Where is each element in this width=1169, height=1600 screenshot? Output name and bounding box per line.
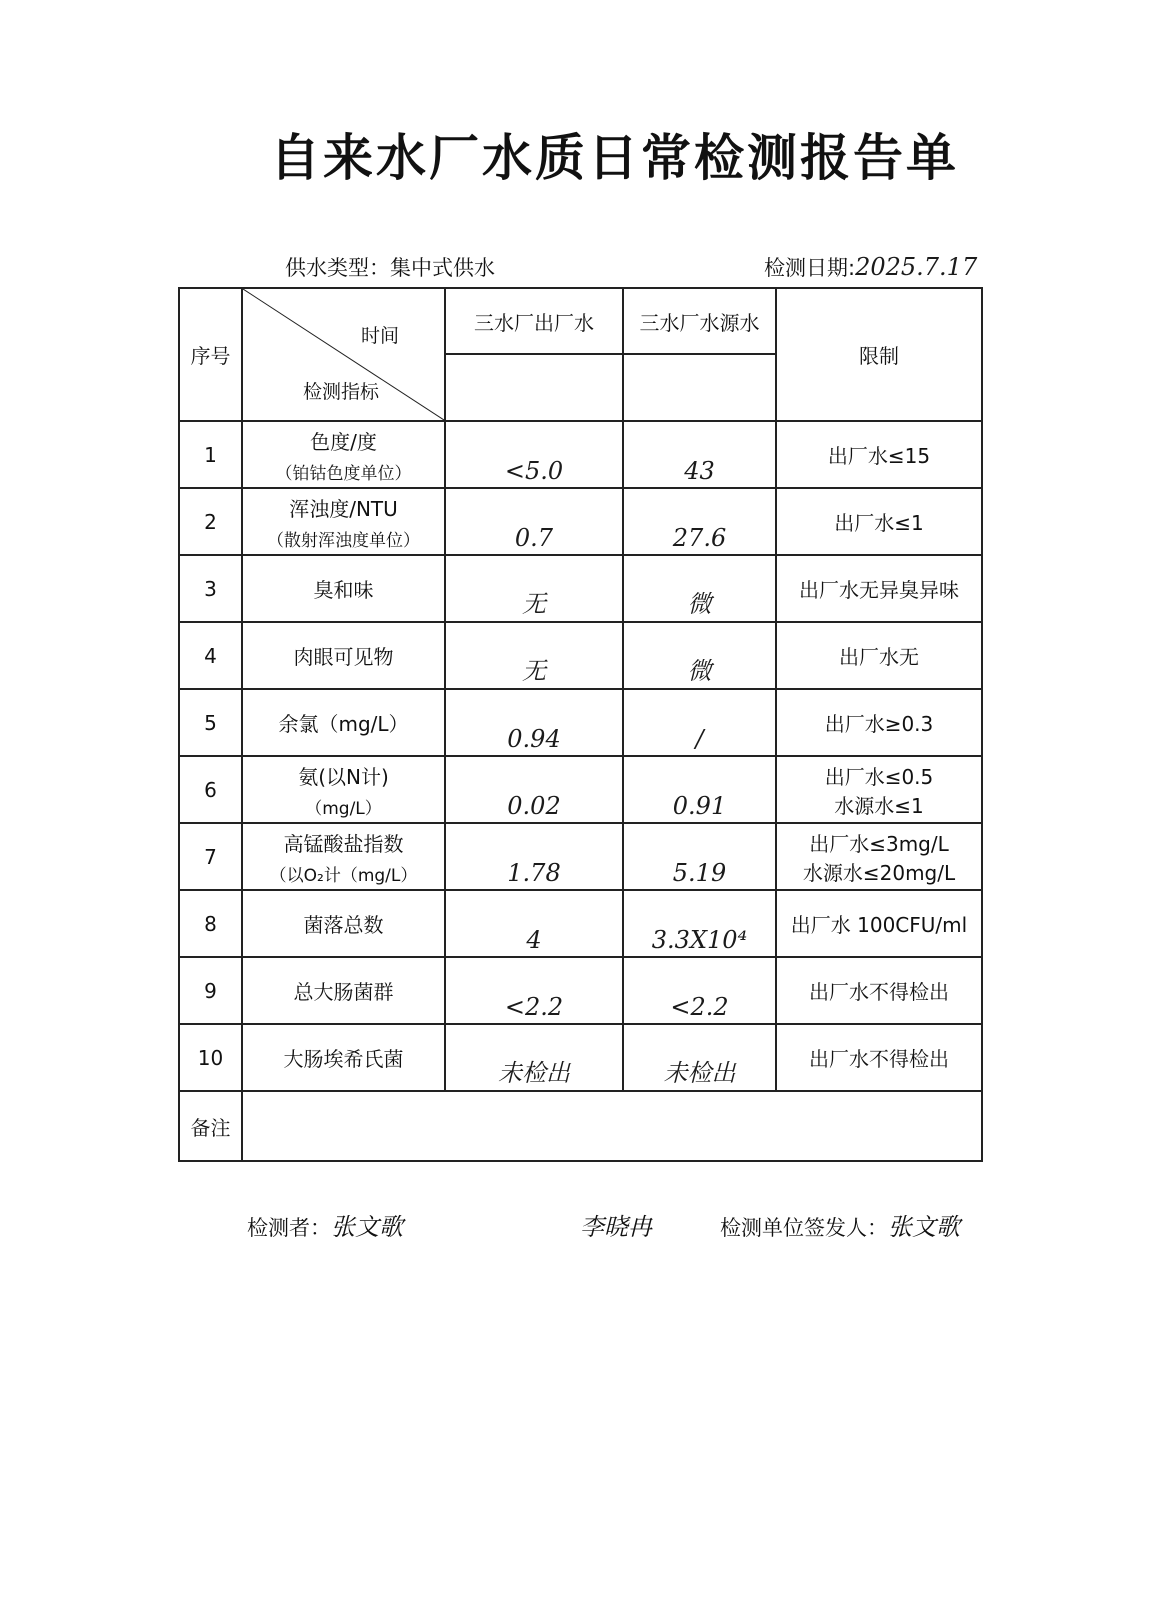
limit-cell	[776, 555, 982, 622]
value-cell-b	[623, 756, 776, 823]
value-cell-b	[623, 421, 776, 488]
value-b: 微	[687, 657, 712, 685]
value-b: 5.19	[672, 859, 727, 887]
indicator-name: 氨(以N计)	[298, 764, 389, 789]
indicator-name: 余氯（mg/L）	[278, 712, 409, 736]
report-table	[178, 287, 983, 1162]
row-number: 7	[179, 823, 242, 890]
indicator-name: 臭和味	[313, 578, 374, 602]
indicator-name: 高锰酸盐指数	[283, 831, 404, 856]
indicator-cell	[242, 1024, 445, 1091]
limit-line1: 出厂水≥0.3	[824, 712, 934, 736]
reviewer	[580, 1207, 652, 1242]
limit-line2: 水源水≤20mg/L	[802, 860, 956, 885]
limit-cell	[776, 823, 982, 890]
limit-cell	[776, 622, 982, 689]
reviewer-signature: 李晓冉	[580, 1213, 652, 1241]
test-date	[764, 252, 977, 282]
value-a: 未检出	[498, 1059, 570, 1087]
value-a: 4	[526, 926, 542, 954]
tester-signature: 张文歌	[331, 1213, 403, 1241]
indicator-cell	[242, 488, 445, 555]
tester	[247, 1207, 403, 1242]
value-cell-b	[623, 622, 776, 689]
supply-type	[285, 252, 495, 282]
indicator-cell	[242, 555, 445, 622]
limit-cell	[776, 756, 982, 823]
value-cell-b	[623, 957, 776, 1024]
value-b: 未检出	[663, 1059, 736, 1087]
table-row	[179, 957, 982, 1024]
indicator-name: 总大肠菌群	[293, 980, 394, 1004]
limit-line1: 出厂水无	[839, 645, 919, 669]
value-cell-a	[445, 1024, 623, 1091]
limit-cell	[776, 488, 982, 555]
value-cell-a	[445, 622, 623, 689]
value-cell-a	[445, 957, 623, 1024]
table-row	[179, 488, 982, 555]
indicator-unit: （以O₂计（mg/L）	[269, 865, 418, 886]
row-number: 8	[179, 890, 242, 957]
value-a: <5.0	[504, 457, 564, 485]
header-seq: 序号	[179, 288, 242, 421]
issuer	[720, 1207, 960, 1242]
limit-cell	[776, 421, 982, 488]
supply-type-label: 供水类型：	[285, 256, 390, 280]
value-cell-a	[445, 421, 623, 488]
issuer-label: 检测单位签发人：	[720, 1216, 888, 1240]
row-number: 1	[179, 421, 242, 488]
value-cell-b	[623, 1024, 776, 1091]
value-cell-a	[445, 890, 623, 957]
table-row	[179, 823, 982, 890]
row-number: 9	[179, 957, 242, 1024]
value-b: 微	[687, 590, 712, 618]
header-col-b: 三水厂水源水	[623, 288, 776, 354]
header-diagonal-cell	[242, 288, 445, 421]
value-cell-b	[623, 555, 776, 622]
value-cell-b	[623, 488, 776, 555]
indicator-unit: （mg/L）	[305, 798, 382, 819]
value-a: 0.94	[507, 725, 561, 753]
table-row	[179, 622, 982, 689]
value-cell-b	[623, 890, 776, 957]
indicator-name: 菌落总数	[303, 913, 384, 937]
limit-line1: 出厂水≤15	[827, 444, 931, 468]
table-row	[179, 421, 982, 488]
value-a: 无	[522, 657, 546, 685]
row-number: 2	[179, 488, 242, 555]
indicator-cell	[242, 823, 445, 890]
limit-cell	[776, 1024, 982, 1091]
limit-line1: 出厂水不得检出	[809, 1047, 949, 1071]
limit-line2: 水源水≤1	[834, 793, 924, 818]
header-limit: 限制	[776, 288, 982, 421]
row-number: 3	[179, 555, 242, 622]
limit-line1: 出厂水≤0.5	[824, 764, 934, 789]
header-col-a: 三水厂出厂水	[445, 288, 623, 354]
indicator-cell	[242, 890, 445, 957]
value-cell-a	[445, 756, 623, 823]
issuer-signature: 张文歌	[888, 1213, 960, 1241]
data-rows	[179, 421, 982, 1091]
value-cell-a	[445, 555, 623, 622]
indicator-cell	[242, 756, 445, 823]
limit-line1: 出厂水无异臭异味	[799, 578, 959, 602]
indicator-name: 色度/度	[310, 429, 377, 454]
limit-line1: 出厂水不得检出	[809, 980, 949, 1004]
value-cell-b	[623, 823, 776, 890]
limit-line1: 出厂水≤1	[834, 511, 924, 535]
tester-label: 检测者：	[247, 1216, 331, 1240]
test-date-value: 2025.7.17	[855, 253, 978, 281]
indicator-unit: （铂钴色度单位）	[275, 463, 412, 484]
row-number: 4	[179, 622, 242, 689]
header-col-b-blank	[623, 354, 776, 421]
row-number: 6	[179, 756, 242, 823]
limit-cell	[776, 689, 982, 756]
indicator-name: 浑浊度/NTU	[289, 496, 398, 521]
header-indicator: 检测指标	[303, 381, 380, 403]
remark-label: 备注	[179, 1091, 242, 1161]
header-time: 时间	[361, 325, 400, 347]
value-a: 无	[522, 590, 546, 618]
limit-cell	[776, 957, 982, 1024]
limit-cell	[776, 890, 982, 957]
value-b: 3.3X10⁴	[651, 926, 748, 954]
table-row	[179, 1024, 982, 1091]
indicator-unit: （散射浑浊度单位）	[267, 530, 420, 551]
value-cell-b	[623, 689, 776, 756]
value-b: /	[695, 725, 704, 753]
table-row	[179, 890, 982, 957]
remark-value	[242, 1091, 982, 1161]
indicator-name: 肉眼可见物	[293, 645, 394, 669]
value-a: <2.2	[504, 993, 564, 1021]
table-row	[179, 555, 982, 622]
limit-line1: 出厂水≤3mg/L	[809, 831, 949, 856]
value-a: 0.7	[514, 524, 554, 552]
header-col-a-blank	[445, 354, 623, 421]
row-number: 10	[179, 1024, 242, 1091]
indicator-cell	[242, 957, 445, 1024]
report-title: 自来水厂水质日常检测报告单	[270, 129, 959, 187]
supply-type-value: 集中式供水	[390, 256, 495, 280]
value-b: 27.6	[672, 524, 727, 552]
value-b: 43	[684, 457, 715, 485]
indicator-cell	[242, 421, 445, 488]
indicator-cell	[242, 689, 445, 756]
limit-line1: 出厂水 100CFU/ml	[790, 913, 968, 937]
indicator-name: 大肠埃希氏菌	[283, 1047, 404, 1071]
value-cell-a	[445, 488, 623, 555]
table-row	[179, 756, 982, 823]
test-date-label: 检测日期:	[764, 256, 856, 280]
value-b: <2.2	[670, 993, 729, 1021]
value-cell-a	[445, 823, 623, 890]
row-number: 5	[179, 689, 242, 756]
table-row	[179, 689, 982, 756]
indicator-cell	[242, 622, 445, 689]
value-a: 1.78	[507, 859, 561, 887]
value-a: 0.02	[507, 792, 561, 820]
value-b: 0.91	[672, 792, 727, 820]
value-cell-a	[445, 689, 623, 756]
